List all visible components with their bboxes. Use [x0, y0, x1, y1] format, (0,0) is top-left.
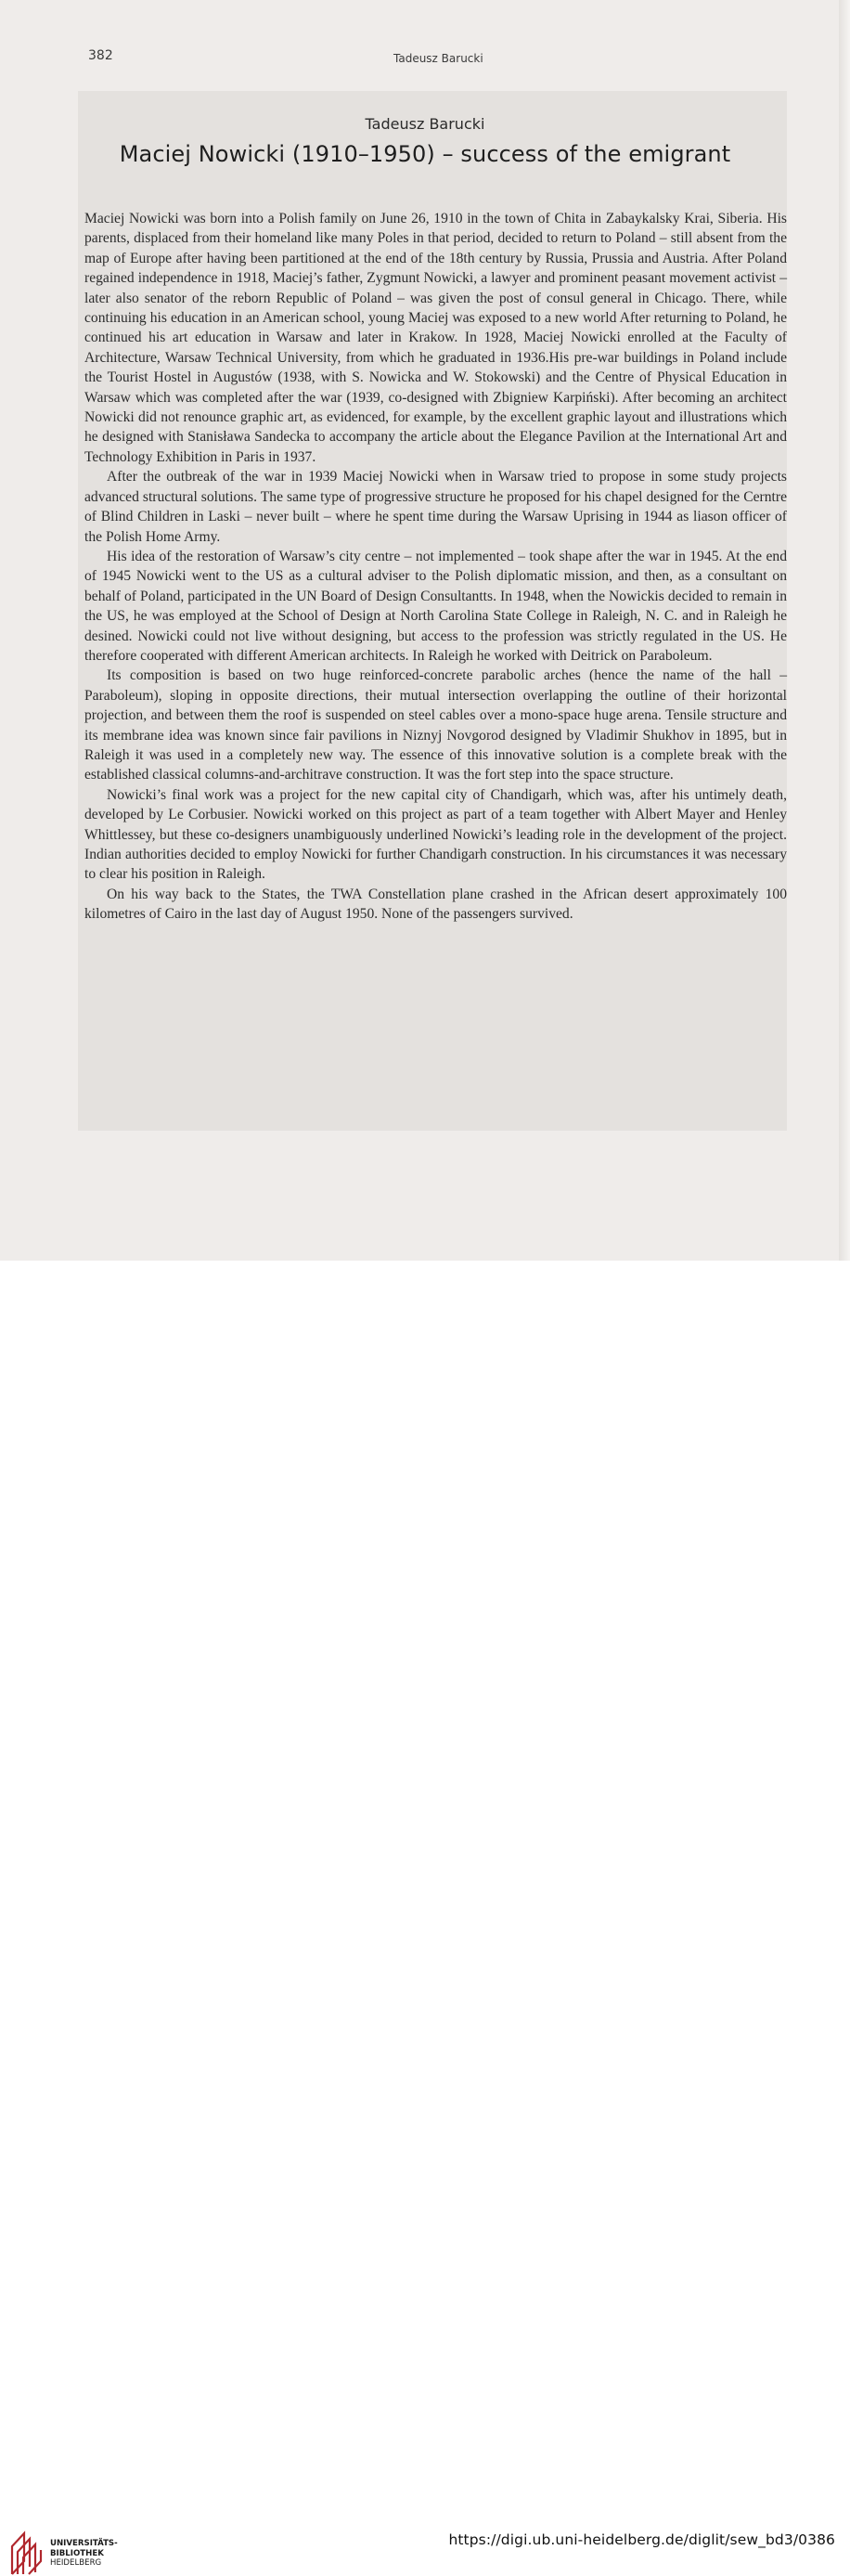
article-title: Maciej Nowicki (1910–1950) – success of the emigrant — [119, 141, 731, 167]
library-name-line2: BIBLIOTHEK — [50, 2548, 104, 2558]
library-name[interactable] — [50, 2539, 118, 2569]
article-body — [84, 209, 787, 925]
paragraph: After the outbreak of the war in 1939 Maciej Nowicki when in Warsaw tried to propose in some study projects advanced structural solutions. The same type of progressive structure he proposed for his chapel designed for the Cerntre of Blind Children in Laski – never built – where he spent time during the Warsaw Uprising in 1944 as liason officer of the Polish Home Army. — [84, 469, 787, 545]
paragraph: His idea of the restoration of Warsaw’s city centre – not implemented – took shape after the war in 1945. At the end of 1945 Nowicki went to the US as a cultural adviser to the Polish diplomatic mission, and then, as a consultant on behalf of Poland, participated in the UN Board of Design Consultantts. In 1948, when the Nowickis decided to remain in the US, he was employed at the School of Design at North Carolina State College in Raleigh, N. C. and in Raleigh he desined. Nowicki could not live without designing, but access to the profession was strictly regulated in the US. He therefore cooperated with different American architects. In Raleigh he worked with Deitrick on Paraboleum. — [84, 548, 787, 664]
page-number: 382 — [88, 48, 113, 63]
library-name-line3: HEIDELBERG — [50, 2558, 102, 2569]
library-name-line1: UNIVERSITÄTS- — [50, 2539, 118, 2548]
scanned-page — [0, 0, 850, 1261]
paragraph: Its composition is based on two huge reinforced-concrete parabolic arches (hence the name of the hall – Paraboleum), sloping in opposite directions, their mutual intersection overlapping the outline of their horizontal projection, and between them the roof is suspended on steel cables over a mono-space huge arena. Tensile structure and its membrane idea was known since fair pavilions in Niznyj Novgorod designed by Vladimir Shukhov in 1895, but in Raleigh it was used in a completely new way. The essence of this innovative solution is a complete break with the established classical columns-and-architrave construction. It was the fort step into the space structure. — [84, 667, 787, 783]
permalink-url[interactable]: https://digi.ub.uni-heidelberg.de/diglit/sew_bd3/0386 — [448, 2531, 835, 2548]
library-logo-icon[interactable] — [9, 2530, 45, 2576]
running-head: Tadeusz Barucki — [393, 52, 483, 65]
paragraph: Maciej Nowicki was born into a Polish family on June 26, 1910 in the town of Chita in Zabaykalsky Krai, Siberia. His parents, displaced from their homeland like many Poles in that period, decided to return to Poland – still absent from the map of Europe after having been partitioned at the end of the 18th century by Russia, Prussia and Austria. After Poland regained independence in 1918, Maciej’s father, Zygmunt Nowicki, a lawyer and prominent peasant movement activist – later also senator of the reborn Republic of Poland – was given the post of consul general in Chicago. There, while continuing his education in an American school, young Maciej was exposed to a new world After returning to Poland, he continued his art education in Warsaw and later in Krakow. In 1928, Maciej Nowicki enrolled at the Faculty of Architecture, Warsaw Technical University, from which he graduated in 1936.His pre-war buildings in Poland include the Tourist Hostel in Augustów (1938, with S. Nowicka and W. Stokowski) and the Centre of Physical Education in Warsaw which was completed after the war (1939, co-designed with Zbigniew Karpiński). After becoming an architect Nowicki did not renounce graphic art, as evidenced, for example, by the excellent graphic layout and illustrations which he designed with Stanisława Sandecka to accompany the article about the Elegance Pavilion at the International Art and Technology Exhibition in Paris in 1937. — [84, 211, 787, 465]
article-author: Tadeusz Barucki — [365, 115, 485, 133]
page-gutter — [839, 0, 850, 1261]
viewer-footer — [0, 1261, 850, 2569]
paragraph: Nowicki’s final work was a project for the new capital city of Chandigarh, which was, after his untimely death, developed by Le Corbusier. Nowicki worked on this project as part of a team together with Albert Mayer and Henley Whittlessey, but these co-designers unambiguously underlined Nowicki’s leading role in the development of the project. Indian authorities decided to employ Nowicki for further Chandigarh construction. In his circumstances it was necessary to clear his position in Raleigh. — [84, 786, 787, 883]
paragraph: On his way back to the States, the TWA Constellation plane crashed in the African desert approximately 100 kilometres of Cairo in the last day of August 1950. None of the passengers survived. — [84, 886, 787, 923]
